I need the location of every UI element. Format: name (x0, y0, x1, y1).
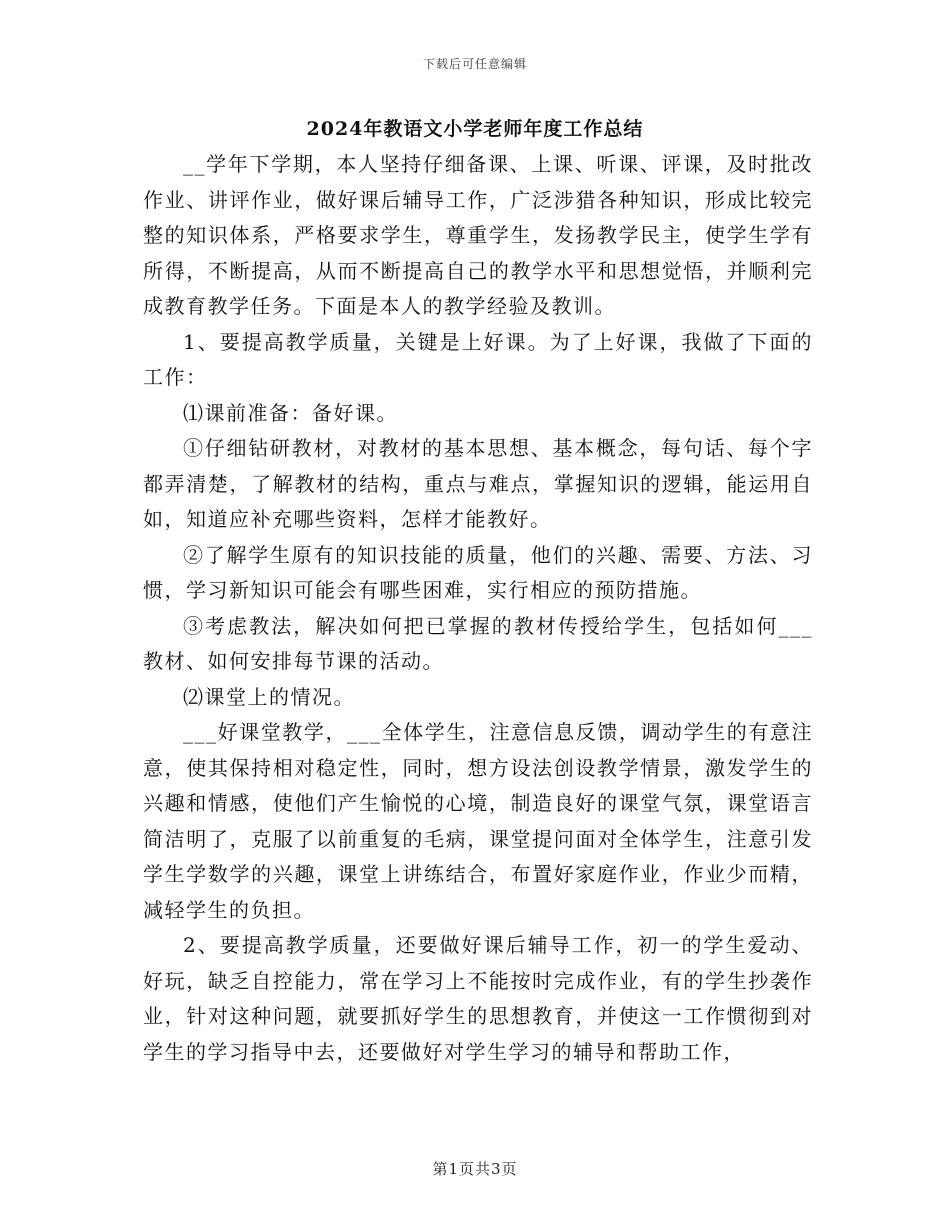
body-paragraph: 1、要提高教学质量，关键是上好课。为了上好课，我做了下面的工作： (143, 329, 813, 389)
body-paragraph: 2、要提高教学质量，还要做好课后辅导工作，初一的学生爱动、好玩，缺乏自控能力，常在学习上不能按时完成作业，有的学生抄袭作业，针对这种问题，就要抓好学生的思想教育，并使这一工作惯彻到对学生的学习指导中去，还要做好对学生学习的辅导和帮助工作， (143, 933, 813, 1064)
body-paragraph: ⑵课堂上的情况。 (183, 684, 355, 709)
body-paragraph: ②了解学生原有的知识技能的质量，他们的兴趣、需要、方法、习惯，学习新知识可能会有哪些困难，实行相应的预防措施。 (143, 542, 813, 602)
body-paragraph: ③考虑教法，解决如何把已掌握的教材传授给学生，包括如何___教材、如何安排每节课的活动。 (143, 613, 813, 673)
page-number-footer: 第1页共3页 (432, 1160, 518, 1178)
document-body (143, 147, 813, 1070)
body-paragraph: ⑴课前准备：备好课。 (183, 400, 398, 425)
body-paragraph: ①仔细钻研教材，对教材的基本思想、基本概念，每句话、每个字都弄清楚，了解教材的结构，重点与难点，掌握知识的逻辑，能运用自如，知道应补充哪些资料，怎样才能教好。 (143, 436, 813, 531)
body-paragraph: ___好课堂教学，___全体学生，注意信息反馈，调动学生的有意注意，使其保持相对稳定性，同时，想方设法创设教学情景，激发学生的兴趣和情感，使他们产生愉悦的心境，制造良好的课堂气氛，课堂语言简洁明了，克服了以前重复的毛病，课堂提问面对全体学生，注意引发学生学数学的兴趣，课堂上讲练结合，布置好家庭作业，作业少而精，减轻学生的负担。 (143, 720, 813, 922)
page-header-note: 下载后可任意编辑 (422, 57, 527, 71)
body-paragraph: __学年下学期，本人坚持仔细备课、上课、听课、评课，及时批改作业、讲评作业，做好课后辅导工作，广泛涉猎各种知识，形成比较完整的知识体系，严格要求学生，尊重学生，发扬教学民主，使学生学有所得，不断提高，从而不断提高自己的教学水平和思想觉悟，并顺利完成教育教学任务。下面是本人的教学经验及教训。 (143, 152, 813, 318)
document-title: 2024年教语文小学老师年度工作总结 (306, 118, 644, 140)
